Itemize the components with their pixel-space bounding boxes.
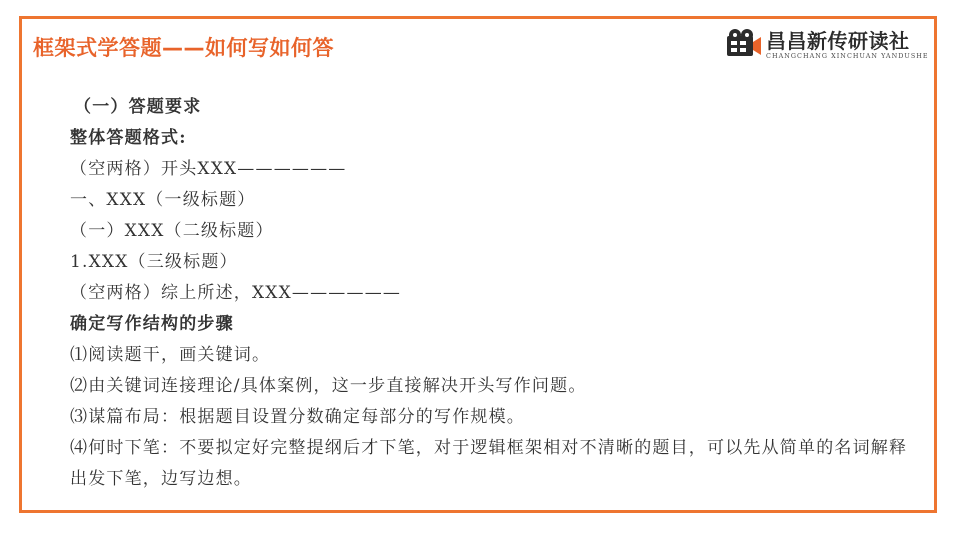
format-line: （空两格）开头XXX—————— <box>70 159 347 179</box>
step-item: ⑵由关键词连接理论/具体案例，这一步直接解决开头写作问题。 <box>70 376 587 396</box>
brand-subtitle: CHANGCHANG XINCHUAN YANDUSHE <box>766 52 929 60</box>
section-heading: （一）答题要求 <box>74 97 202 117</box>
step-item: ⑶谋篇布局：根据题目设置分数确定每部分的写作规模。 <box>70 407 525 427</box>
step-item: ⑷何时下笔：不要拟定好完整提纲后才下笔，对于逻辑框架相对不清晰的题目，可以先从简单的名词解释出发下笔，边写边想。 <box>70 438 908 489</box>
steps-heading: 确定写作结构的步骤 <box>70 314 234 334</box>
content-body <box>70 92 920 495</box>
step-item: ⑴阅读题干，画关键词。 <box>70 345 271 365</box>
slide-title: 框架式学答题——如何写如何答 <box>33 36 334 60</box>
brand-name: 昌昌新传研读社 <box>766 29 910 53</box>
format-line: 1.XXX（三级标题） <box>70 252 238 272</box>
format-line: 一、XXX（一级标题） <box>70 190 256 210</box>
brand-logo <box>726 25 930 65</box>
format-line: （一）XXX（二级标题） <box>70 221 274 241</box>
format-line: （空两格）综上所述，XXX—————— <box>70 283 402 303</box>
film-reel-icon <box>726 28 762 60</box>
format-heading: 整体答题格式: <box>70 128 187 148</box>
